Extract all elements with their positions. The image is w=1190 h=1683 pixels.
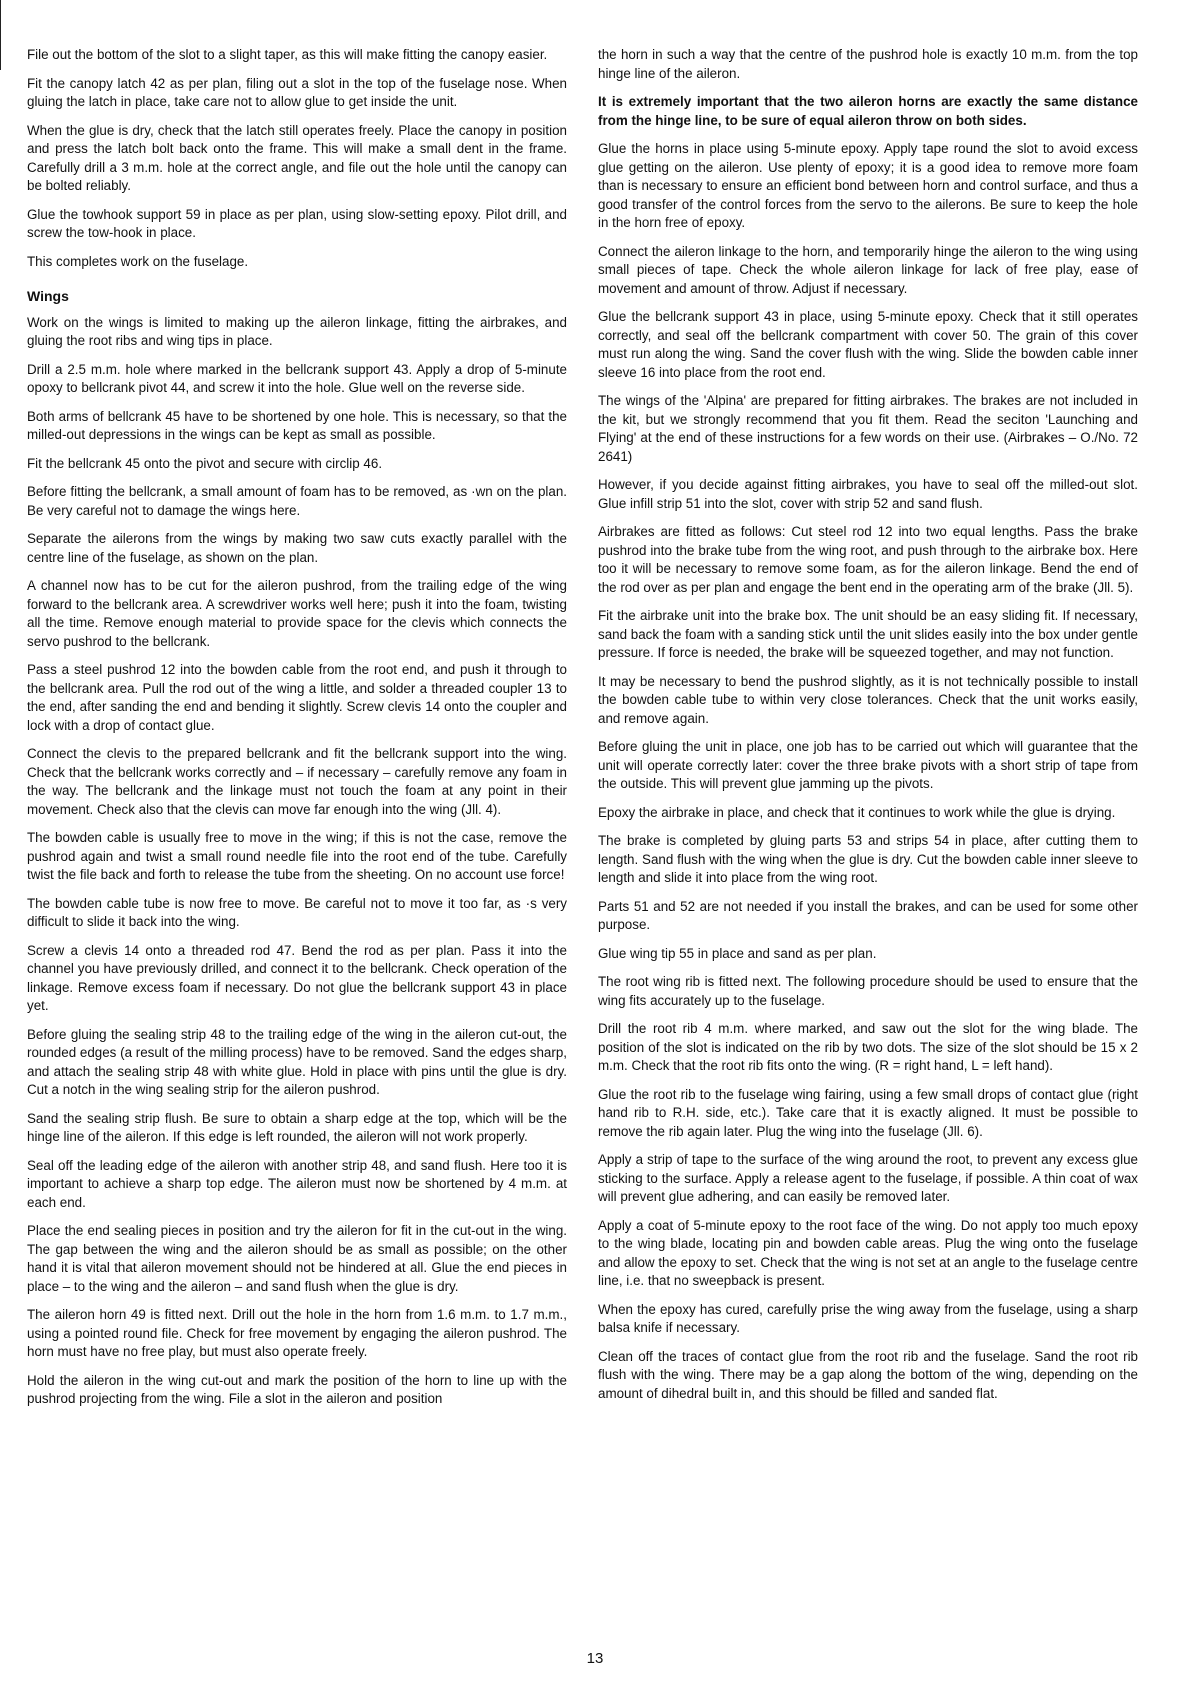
paragraph: Pass a steel pushrod 12 into the bowden cable from the root end, and push it through to the bellcrank area. Pull the rod out of the wing a little, and solder a threaded coupler 13 to the end, after sanding the end and bending it slightly. Screw clevis 14 onto the coupler and lock with a drop of contact glue. — [27, 662, 567, 733]
paragraph: The wings of the 'Alpina' are prepared for fitting airbrakes. The brakes are not included in the kit, but we strongly recommend that you fit them. Read the seciton 'Launching and Flying' at the end of these instructions for a few words on their use. (Airbrakes – O./No. 72 2641) — [598, 393, 1138, 464]
paragraph: The bowden cable tube is now free to move. Be careful not to move it too far, as ·s very difficult to slide it back into the wing. — [27, 895, 567, 929]
paragraph: The brake is completed by gluing parts 53 and strips 54 in place, after cutting them to length. Sand flush with the wing when the glue is dry. Cut the bowden cable inner sleeve to length and slide it into place from the wing root. — [598, 833, 1138, 885]
paragraph: Fit the airbrake unit into the brake box. The unit should be an easy sliding fit. If necessary, sand back the foam with a sanding stick until the unit slides easily into the box under gentle pressure. If force is needed, the brake will be squeezed together, and may not function. — [598, 608, 1138, 660]
paragraph: Work on the wings is limited to making up the aileron linkage, fitting the airbrakes, and gluing the root ribs and wing tips in place. — [27, 314, 567, 348]
paragraph: Glue the bellcrank support 43 in place, using 5-minute epoxy. Check that it still operates correctly, and seal off the bellcrank compartment with cover 50. The grain of this cover must run along the wing. Sand the cover flush with the wing. Slide the bowden cable inner sleeve 16 into place from the root end. — [598, 309, 1138, 380]
paragraph: Hold the aileron in the wing cut-out and mark the position of the horn to line up with the pushrod projecting from the wing. File a slot in the aileron and position — [27, 1372, 567, 1406]
paragraph: the horn in such a way that the centre of the pushrod hole is exactly 10 m.m. from the top hinge line of the aileron. — [598, 47, 1138, 81]
paragraph: Apply a coat of 5-minute epoxy to the root face of the wing. Do not apply too much epoxy to the wing blade, locating pin and bowden cable areas. Plug the wing onto the fuselage and allow the epoxy to set. Check that the wing is not set at an angle to the fuselage centre line, i.e. that no sweepback is present. — [598, 1217, 1138, 1288]
paragraph: Glue the root rib to the fuselage wing fairing, using a few small drops of contact glue (right hand rib to R.H. side, etc.). Take care that it is exactly aligned. It must be possible to remove the rib again later. Plug the wing into the fuselage (Jll. 6). — [598, 1086, 1138, 1139]
paragraph: However, if you decide against fitting airbrakes, you have to seal off the milled-out slot. Glue infill strip 51 into the slot, cover with strip 52 and sand flush. — [598, 477, 1138, 511]
paragraph: Connect the clevis to the prepared bellcrank and fit the bellcrank support into the wing. Check that the bellcrank works correctly and – if necessary – carefully remove any foam in the way. The bellcrank and the linkage must not touch the foam at any point in their movement. Check also that the clevis can move far enough into the wing (Jll. 4). — [27, 746, 567, 817]
section-heading: Wings — [27, 288, 69, 304]
paragraph: Fit the bellcrank 45 onto the pivot and secure with circlip 46. — [27, 455, 383, 471]
paragraph: Seal off the leading edge of the aileron with another strip 48, and sand flush. Here too it is important to achieve a sharp top edge. The aileron must now be shortened by 4 m.m. at each end. — [27, 1157, 567, 1210]
paragraph: Drill the root rib 4 m.m. where marked, and saw out the slot for the wing blade. The position of the slot is indicated on the rib by two dots. The size of the slot should be 15 x 2 m.m. Check that the root rib fits onto the wing. (R = right hand, L = left hand). — [598, 1021, 1138, 1073]
paragraph: Before gluing the unit in place, one job has to be carried out which will guarantee that the unit will operate correctly later: cover the three brake pivots with a short strip of tape from the outside. This will prevent glue jamming up the pivots. — [598, 739, 1138, 791]
paragraph: Clean off the traces of contact glue from the root rib and the fuselage. Sand the root rib flush with the wing. There may be a gap along the bottom of the wing, depending on the amount of dihedral built in, and this should be filled and sanded flat. — [598, 1348, 1138, 1401]
paragraph: When the glue is dry, check that the latch still operates freely. Place the canopy in position and press the latch bolt back onto the frame. This will make a small dent in the frame. Carefully drill a 3 m.m. hole at the correct angle, and file out the hole until the canopy can be bolted reliably. — [27, 122, 567, 193]
paragraph: This completes work on the fuselage. — [27, 253, 249, 269]
paragraph: Before gluing the sealing strip 48 to the trailing edge of the wing in the aileron cut-out, the rounded edges (a result of the milling process) have to be removed. Sand the edges sharp, and attach the sealing strip 48 with white glue. Hold in place with pins until the glue is dry. Cut a notch in the wing sealing strip for the aileron pushrod. — [27, 1026, 567, 1097]
paragraph: Fit the canopy latch 42 as per plan, filing out a slot in the top of the fuselage nose. When gluing the latch in place, take care not to allow glue to get inside the unit. — [27, 75, 567, 109]
paragraph: Glue wing tip 55 in place and sand as per plan. — [598, 945, 877, 961]
margin-mark — [0, 0, 1, 70]
paragraph: Airbrakes are fitted as follows: Cut steel rod 12 into two equal lengths. Pass the brake pushrod into the brake tube from the wing root, and push through to the airbrake box. Here too it will be necessary to remove some foam, as for the aileron linkage. Bend the end of the rod over as per plan and engage the bent end in the operating arm of the brake (Jll. 5). — [598, 524, 1138, 595]
paragraph: Separate the ailerons from the wings by making two saw cuts exactly parallel with the centre line of the fuselage, as shown on the plan. — [27, 531, 567, 565]
page-number: 13 — [586, 1650, 604, 1667]
paragraph: Place the end sealing pieces in position and try the aileron for fit in the cut-out in the wing. The gap between the wing and the aileron should be as small as possible; on the other hand it is vital that aileron movement should not be hindered at all. Glue the end pieces in place – to the wing and the aileron – and sand flush when the glue is dry. — [27, 1223, 567, 1294]
paragraph: When the epoxy has cured, carefully prise the wing away from the fuselage, using a sharp balsa knife if necessary. — [598, 1301, 1138, 1335]
paragraph: Parts 51 and 52 are not needed if you install the brakes, and can be used for some other purpose. — [598, 898, 1138, 932]
paragraph: A channel now has to be cut for the aileron pushrod, from the trailing edge of the wing forward to the bellcrank area. A screwdriver works well here; push it into the foam, twisting all the time. Remove enough material to provide space for the clevis which connects the servo pushrod to the bellcrank. — [27, 578, 567, 649]
paragraph: Apply a strip of tape to the surface of the wing around the root, to prevent any excess glue sticking to the surface. Apply a release agent to the fuselage, if possible. A thin coat of wax will prevent glue adhering, and can easily be removed later. — [598, 1152, 1138, 1204]
right-column — [598, 46, 1138, 1413]
paragraph: Before fitting the bellcrank, a small amount of foam has to be removed, as ·wn on the plan. Be very careful not to damage the wings here. — [27, 484, 567, 518]
paragraph: Sand the sealing strip flush. Be sure to obtain a sharp edge at the top, which will be the hinge line of the aileron. If this edge is left rounded, the aileron will not work properly. — [27, 1110, 567, 1144]
paragraph: The root wing rib is fitted next. The following procedure should be used to ensure that the wing fits accurately up to the fuselage. — [598, 974, 1138, 1008]
paragraph: Connect the aileron linkage to the horn, and temporarily hinge the aileron to the wing using small pieces of tape. Check the whole aileron linkage for lack of free play, ease of movement and amount of throw. Adjust if necessary. — [598, 243, 1138, 296]
paragraph: Both arms of bellcrank 45 have to be shortened by one hole. This is necessary, so that the milled-out depressions in the wings can be kept as small as possible. — [27, 408, 567, 442]
paragraph: Screw a clevis 14 onto a threaded rod 47. Bend the rod as per plan. Pass it into the channel you have previously drilled, and connect it to the bellcrank. Check operation of the linkage. Remove excess foam if necessary. Do not glue the bellcrank support 43 in place yet. — [27, 942, 567, 1013]
paragraph: Epoxy the airbrake in place, and check that it continues to work while the glue is drying. — [598, 804, 1116, 820]
paragraph: It may be necessary to bend the pushrod slightly, as it is not technically possible to install the bowden cable tube to within very close tolerances. Check that the unit works easily, and remove again. — [598, 673, 1138, 726]
paragraph: Glue the towhook support 59 in place as per plan, using slow-setting epoxy. Pilot drill, and screw the tow-hook in place. — [27, 206, 567, 240]
paragraph: Glue the horns in place using 5-minute epoxy. Apply tape round the slot to avoid excess glue getting on the aileron. Use plenty of epoxy; it is a good idea to remove more foam than is necessary to ensure an efficient bond between horn and control surface, and thus a good transfer of the control forces from the servo to the ailerons. Be sure to keep the hole in the horn free of epoxy. — [598, 141, 1138, 230]
paragraph: The bowden cable is usually free to move in the wing; if this is not the case, remove the pushrod again and twist a small round needle file into the root end of the tube. Carefully twist the file back and forth to release the tube from the sheeting. On no account use force! — [27, 830, 567, 882]
important-note: It is extremely important that the two aileron horns are exactly the same distance from the hinge line, to be sure of equal aileron throw on both sides. — [598, 94, 1138, 128]
left-column — [27, 46, 567, 1419]
paragraph: File out the bottom of the slot to a slight taper, as this will make fitting the canopy easier. — [27, 47, 548, 62]
paragraph: The aileron horn 49 is fitted next. Drill out the hole in the horn from 1.6 m.m. to 1.7 m.m., using a pointed round file. Check for free movement by engaging the aileron pushrod. The horn must have no free play, but must also operate freely. — [27, 1307, 567, 1359]
paragraph: Drill a 2.5 m.m. hole where marked in the bellcrank support 43. Apply a drop of 5-minute opoxy to bellcrank pivot 44, and screw it into the hole. Glue well on the reverse side. — [27, 361, 567, 395]
